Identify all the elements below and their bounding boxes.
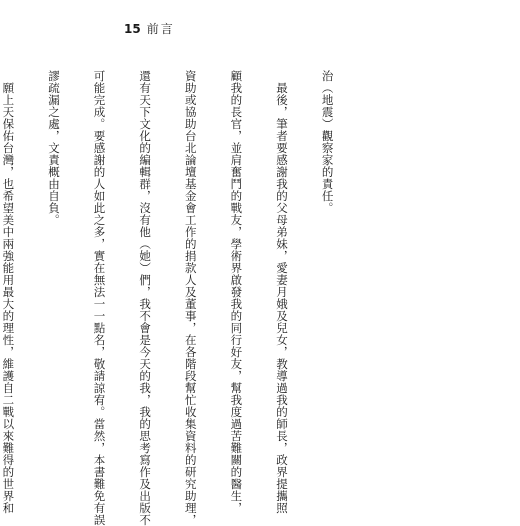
text-column: 最後，筆者要感謝我的父母弟妹，愛妻月娥及兒女，教導過我的師長，政界提攜照 bbox=[274, 70, 289, 514]
text-column: 還有天下文化的編輯群，沒有他（她）們，我不會是今天的我，我的思考寫作及出版不 bbox=[138, 70, 153, 526]
page-header bbox=[124, 20, 175, 37]
text-column: 謬疏漏之處，文責概由自負。 bbox=[46, 70, 61, 226]
page-number: 15 bbox=[124, 22, 141, 36]
text-column: 顧我的長官，並肩奮鬥的戰友，學術界啟發我的同行好友，幫我度過苦難關的醫生， bbox=[229, 70, 244, 514]
text-column: 可能完成。要感謝的人如此之多，實在無法一一點名，敬請諒宥。當然，本書難免有誤 bbox=[92, 70, 107, 526]
vertical-body-text bbox=[0, 70, 365, 526]
text-column: 願上天保佑台灣，也希望美中兩強能用最大的理性，維護自二戰以來難得的世界和 bbox=[1, 70, 16, 514]
text-column: 資助或協助台北論壇基金會工作的捐款人及董事，在各階段幫忙收集資料的研究助理， bbox=[183, 70, 198, 526]
section-label: 前言 bbox=[146, 22, 175, 36]
text-column: 治（地震）觀察家的責任。 bbox=[320, 70, 335, 214]
